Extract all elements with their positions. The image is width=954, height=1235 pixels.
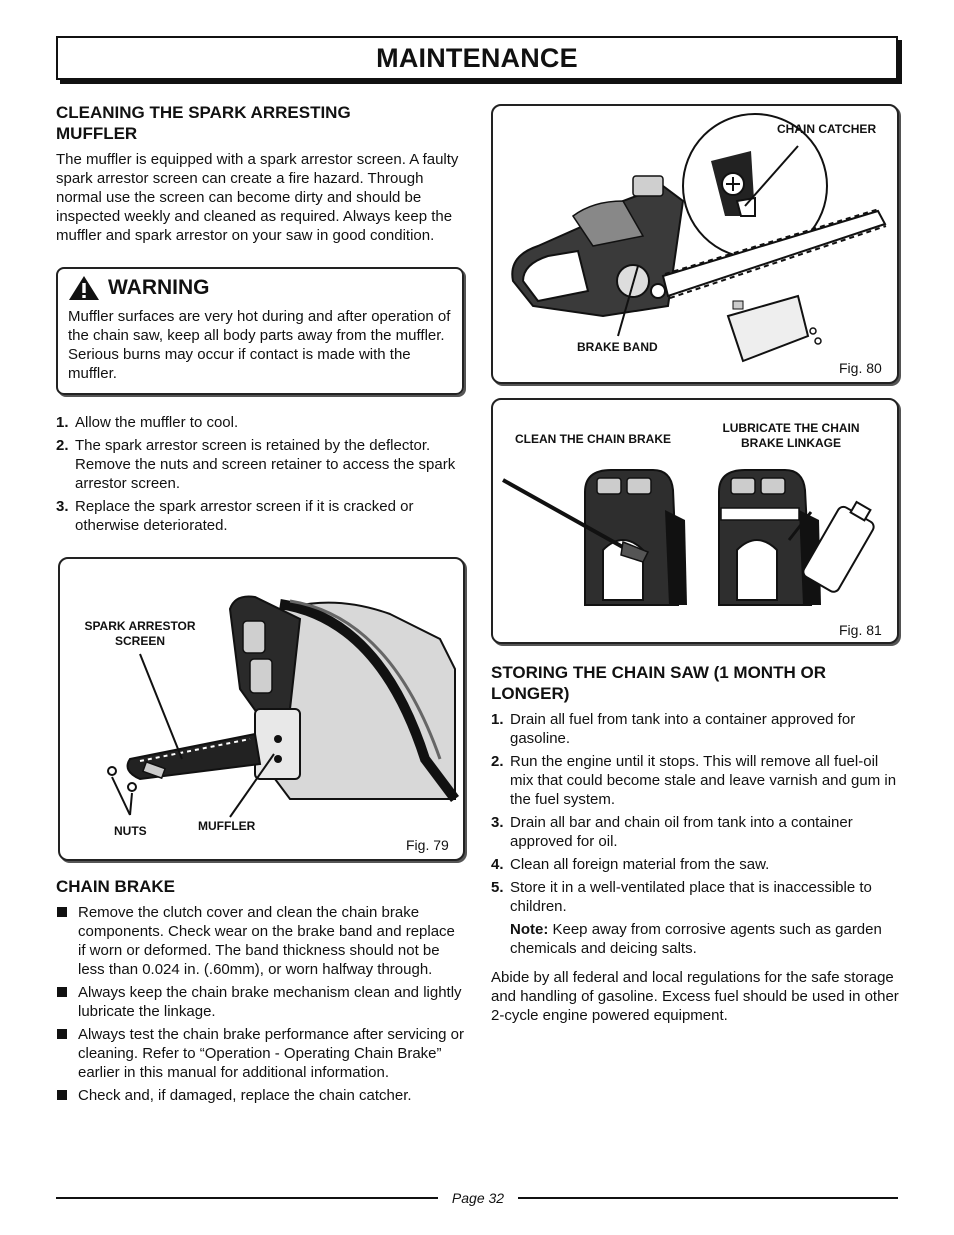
step-text: Drain all fuel from tank into a container approved for gasoline. (510, 711, 856, 747)
chain-saw-brake-illustration (493, 106, 897, 382)
list-item (491, 752, 899, 809)
figure-80-caption: Fig. 80 (839, 360, 882, 376)
bullet-text: Check and, if damaged, replace the chain catcher. (78, 1087, 412, 1104)
page-title: MAINTENANCE (376, 42, 578, 73)
list-item (56, 903, 466, 979)
list-item (56, 1086, 466, 1105)
label-lubricate-linkage: LUBRICATE THE CHAIN BRAKE LINKAGE (722, 421, 860, 450)
muffler-illustration (60, 559, 463, 859)
step-number: 1. (491, 711, 504, 728)
list-item (491, 878, 899, 916)
step-text: Run the engine until it stops. This will remove all fuel-oil mix that could become stale and leave varnish and gum in the fuel system. (510, 753, 897, 808)
step-number: 5. (491, 879, 504, 896)
step-number: 1. (56, 414, 69, 431)
label-clean-chain-brake: CLEAN THE CHAIN BRAKE (515, 432, 671, 446)
list-item (56, 436, 466, 493)
bullet-text: Always keep the chain brake mechanism clean and lightly lubricate the linkage. (78, 984, 462, 1020)
step-number: 2. (56, 437, 69, 454)
chain-brake-section (56, 876, 466, 1109)
warning-triangle-icon (68, 275, 100, 301)
step-text: The spark arrestor screen is retained by the deflector. Remove the nuts and screen retainer to access the spark arrestor screen. (75, 437, 456, 492)
figure-81-caption: Fig. 81 (839, 622, 882, 638)
list-item (491, 813, 899, 851)
bullet-square (57, 1090, 67, 1100)
step-text: Clean all foreign material from the saw. (510, 856, 770, 873)
list-item (491, 855, 899, 874)
label-brake-band: BRAKE BAND (577, 340, 658, 354)
label-chain-catcher: CHAIN CATCHER (777, 122, 877, 136)
page-title-banner (56, 36, 898, 80)
label-nuts: NUTS (114, 824, 147, 838)
warning-header (68, 275, 452, 301)
list-item (56, 413, 466, 432)
footer-rule-left (56, 1197, 438, 1199)
step-number: 2. (491, 753, 504, 770)
spark-body: The muffler is equipped with a spark arrestor screen. A faulty spark arrestor screen can create a fire hazard. Through normal use the screen can become dirty and should be inspected weekly and cleaned as required. Always keep the muffler and spark arrestor on your saw in good condition. (56, 151, 459, 244)
note-label: Note: (510, 921, 549, 938)
page-footer (56, 1190, 898, 1206)
figure-80 (491, 104, 899, 384)
bullet-text: Remove the clutch cover and clean the chain brake components. Check wear on the brake band and replace if worn or deformed. The band thickness should not be less than 0.024 in. (.60mm), or worn halfway through. (78, 904, 455, 978)
storing-section (491, 662, 899, 1025)
figure-79 (58, 557, 465, 861)
bullet-square (57, 987, 67, 997)
chain-brake-heading: CHAIN BRAKE (56, 877, 175, 896)
storing-heading: STORING THE CHAIN SAW (1 MONTH OR LONGER) (491, 663, 826, 703)
left-column (56, 102, 466, 539)
label-spark-arrestor-screen: SPARK ARRESTOR SCREEN (84, 619, 196, 648)
label-muffler: MUFFLER (198, 819, 256, 833)
list-item (56, 497, 466, 535)
step-text: Store it in a well-ventilated place that is inaccessible to children. (510, 879, 872, 915)
storing-closing: Abide by all federal and local regulations for the safe storage and handling of gasoline. Excess fuel should be used in other 2-cycle engine powered equipment. (491, 969, 899, 1024)
chain-brake-list (56, 903, 466, 1105)
spark-heading: CLEANING THE SPARK ARRESTING MUFFLER (56, 103, 351, 143)
figure-79-caption: Fig. 79 (406, 837, 449, 853)
bullet-square (57, 1029, 67, 1039)
warning-box (56, 267, 464, 395)
muffler-steps-list (56, 413, 466, 535)
note-text: Keep away from corrosive agents such as garden chemicals and deicing salts. (510, 921, 882, 957)
bullet-square (57, 907, 67, 917)
footer-rule-right (518, 1197, 898, 1199)
list-item (56, 983, 466, 1021)
warning-body: Muffler surfaces are very hot during and after operation of the chain saw, keep all body parts away from the muffler. Serious burns may occur if contact is made with the muffler. (68, 308, 451, 382)
list-item (491, 710, 899, 748)
page-number: Page 32 (451, 1190, 505, 1206)
list-item (56, 1025, 466, 1082)
storage-note (491, 920, 899, 958)
step-text: Allow the muffler to cool. (75, 414, 239, 431)
step-text: Replace the spark arrestor screen if it is cracked or otherwise deteriorated. (75, 498, 414, 534)
step-number: 3. (56, 498, 69, 515)
storing-steps-list (491, 710, 899, 916)
figure-81 (491, 398, 899, 644)
warning-title: WARNING (108, 276, 210, 299)
bullet-text: Always test the chain brake performance after servicing or cleaning. Refer to “Operation - Operating Chain Brake” earlier in this manual for additional information. (78, 1026, 465, 1081)
step-number: 4. (491, 856, 504, 873)
step-number: 3. (491, 814, 504, 831)
step-text: Drain all bar and chain oil from tank into a container approved for oil. (510, 814, 853, 850)
